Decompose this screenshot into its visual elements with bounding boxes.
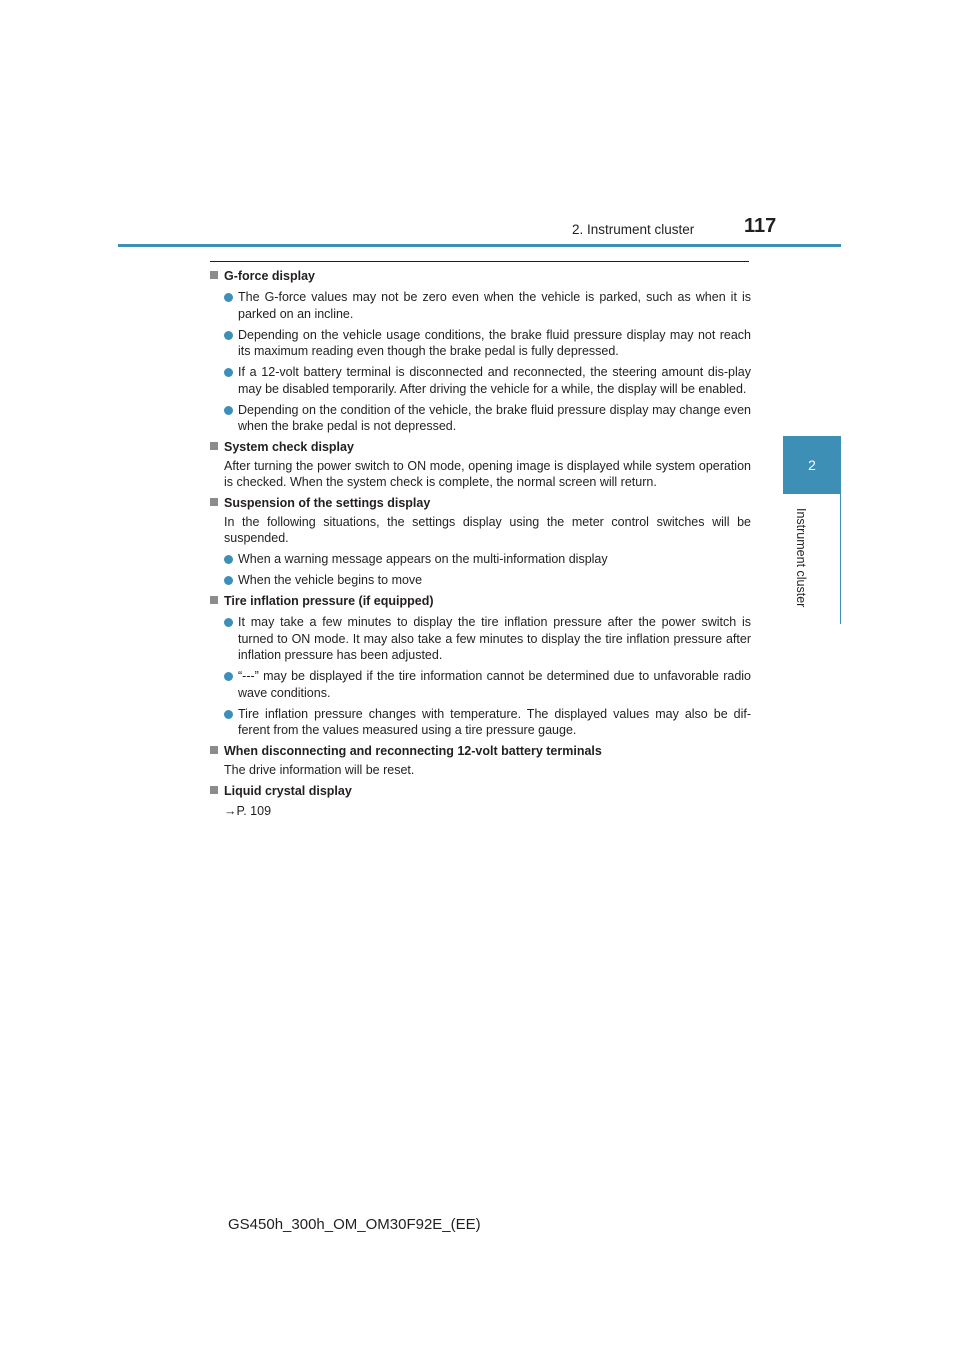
circle-bullet-icon	[224, 406, 233, 415]
bullet-text: The G-force values may not be zero even when the vehicle is parked, such as when it is parked on an incline.	[238, 290, 751, 321]
section-heading-g-force	[210, 268, 751, 285]
circle-bullet-icon	[224, 555, 233, 564]
page-number: 117	[744, 215, 777, 237]
bullet-text: When the vehicle begins to move	[238, 573, 423, 587]
list-item	[210, 402, 751, 435]
section-paragraph: In the following situations, the settings display using the meter control switches will be suspended.	[224, 514, 751, 545]
bullet-text: Depending on the condition of the vehicle, the brake fluid pressure display may change even when the brake pedal is not depressed.	[238, 402, 751, 433]
circle-bullet-icon	[224, 368, 233, 377]
list-item	[210, 327, 751, 360]
heading-text: Suspension of the settings display	[224, 496, 431, 510]
circle-bullet-icon	[224, 710, 233, 719]
chapter-number: 2	[808, 457, 816, 473]
circle-bullet-icon	[224, 331, 233, 340]
circle-bullet-icon	[224, 293, 233, 302]
heading-text: System check display	[224, 440, 354, 454]
list-item	[210, 706, 751, 739]
square-bullet-icon	[210, 746, 218, 754]
list-item	[210, 364, 751, 397]
chapter-tab	[783, 436, 841, 494]
header-section-title: 2. Instrument cluster	[572, 222, 695, 237]
square-bullet-icon	[210, 498, 218, 506]
list-item	[210, 668, 751, 701]
page-reference-link[interactable]: →P. 109	[224, 804, 272, 818]
side-divider	[840, 494, 841, 624]
list-item	[210, 551, 751, 568]
content-divider	[210, 261, 749, 262]
heading-text: Tire inflation pressure (if equipped)	[224, 594, 434, 608]
section-heading-system-check	[210, 439, 751, 456]
square-bullet-icon	[210, 596, 218, 604]
bullet-text: If a 12-volt battery terminal is disconnected and reconnected, the steering amount dis-play may be disabled temporarily. After driving the vehicle for a while, the display will be enabled.	[238, 365, 751, 396]
circle-bullet-icon	[224, 618, 233, 627]
square-bullet-icon	[210, 786, 218, 794]
chapter-label: Instrument cluster	[794, 508, 808, 608]
section-heading-lcd	[210, 783, 751, 800]
square-bullet-icon	[210, 442, 218, 450]
bullet-text: Tire inflation pressure changes with temperature. The displayed values may also be dif-ferent from the values measured using a tire pressure gauge.	[238, 706, 751, 737]
circle-bullet-icon	[224, 672, 233, 681]
bullet-text: It may take a few minutes to display the tire inflation pressure after the power switch is turned to ON mode. It may also take a few minutes to display the tire inflation pressure after inflation pressure has been adjusted.	[238, 615, 751, 662]
section-heading-tire-pressure	[210, 593, 751, 610]
main-content	[210, 268, 751, 820]
section-paragraph: After turning the power switch to ON mode, opening image is displayed while system operation is checked. When the system check is complete, the normal screen will return.	[224, 458, 751, 489]
square-bullet-icon	[210, 271, 218, 279]
bullet-text: Depending on the vehicle usage conditions, the brake fluid pressure display may not reach its maximum reading even though the brake pedal is fully depressed.	[238, 327, 751, 358]
heading-text: When disconnecting and reconnecting 12-volt battery terminals	[224, 744, 602, 758]
list-item	[210, 572, 751, 589]
bullet-text: When a warning message appears on the multi-information display	[238, 552, 608, 566]
header-divider	[118, 244, 841, 247]
section-heading-battery-terminals	[210, 743, 751, 760]
list-item	[210, 289, 751, 322]
heading-text: Liquid crystal display	[224, 783, 352, 798]
circle-bullet-icon	[224, 576, 233, 585]
section-paragraph: The drive information will be reset.	[224, 762, 415, 777]
heading-text: G-force display	[224, 269, 315, 283]
section-heading-settings-suspension	[210, 495, 751, 512]
bullet-text: “---” may be displayed if the tire information cannot be determined due to unfavorable radio wave conditions.	[238, 669, 751, 700]
list-item	[210, 614, 751, 664]
document-code: GS450h_300h_OM_OM30F92E_(EE)	[228, 1216, 481, 1233]
